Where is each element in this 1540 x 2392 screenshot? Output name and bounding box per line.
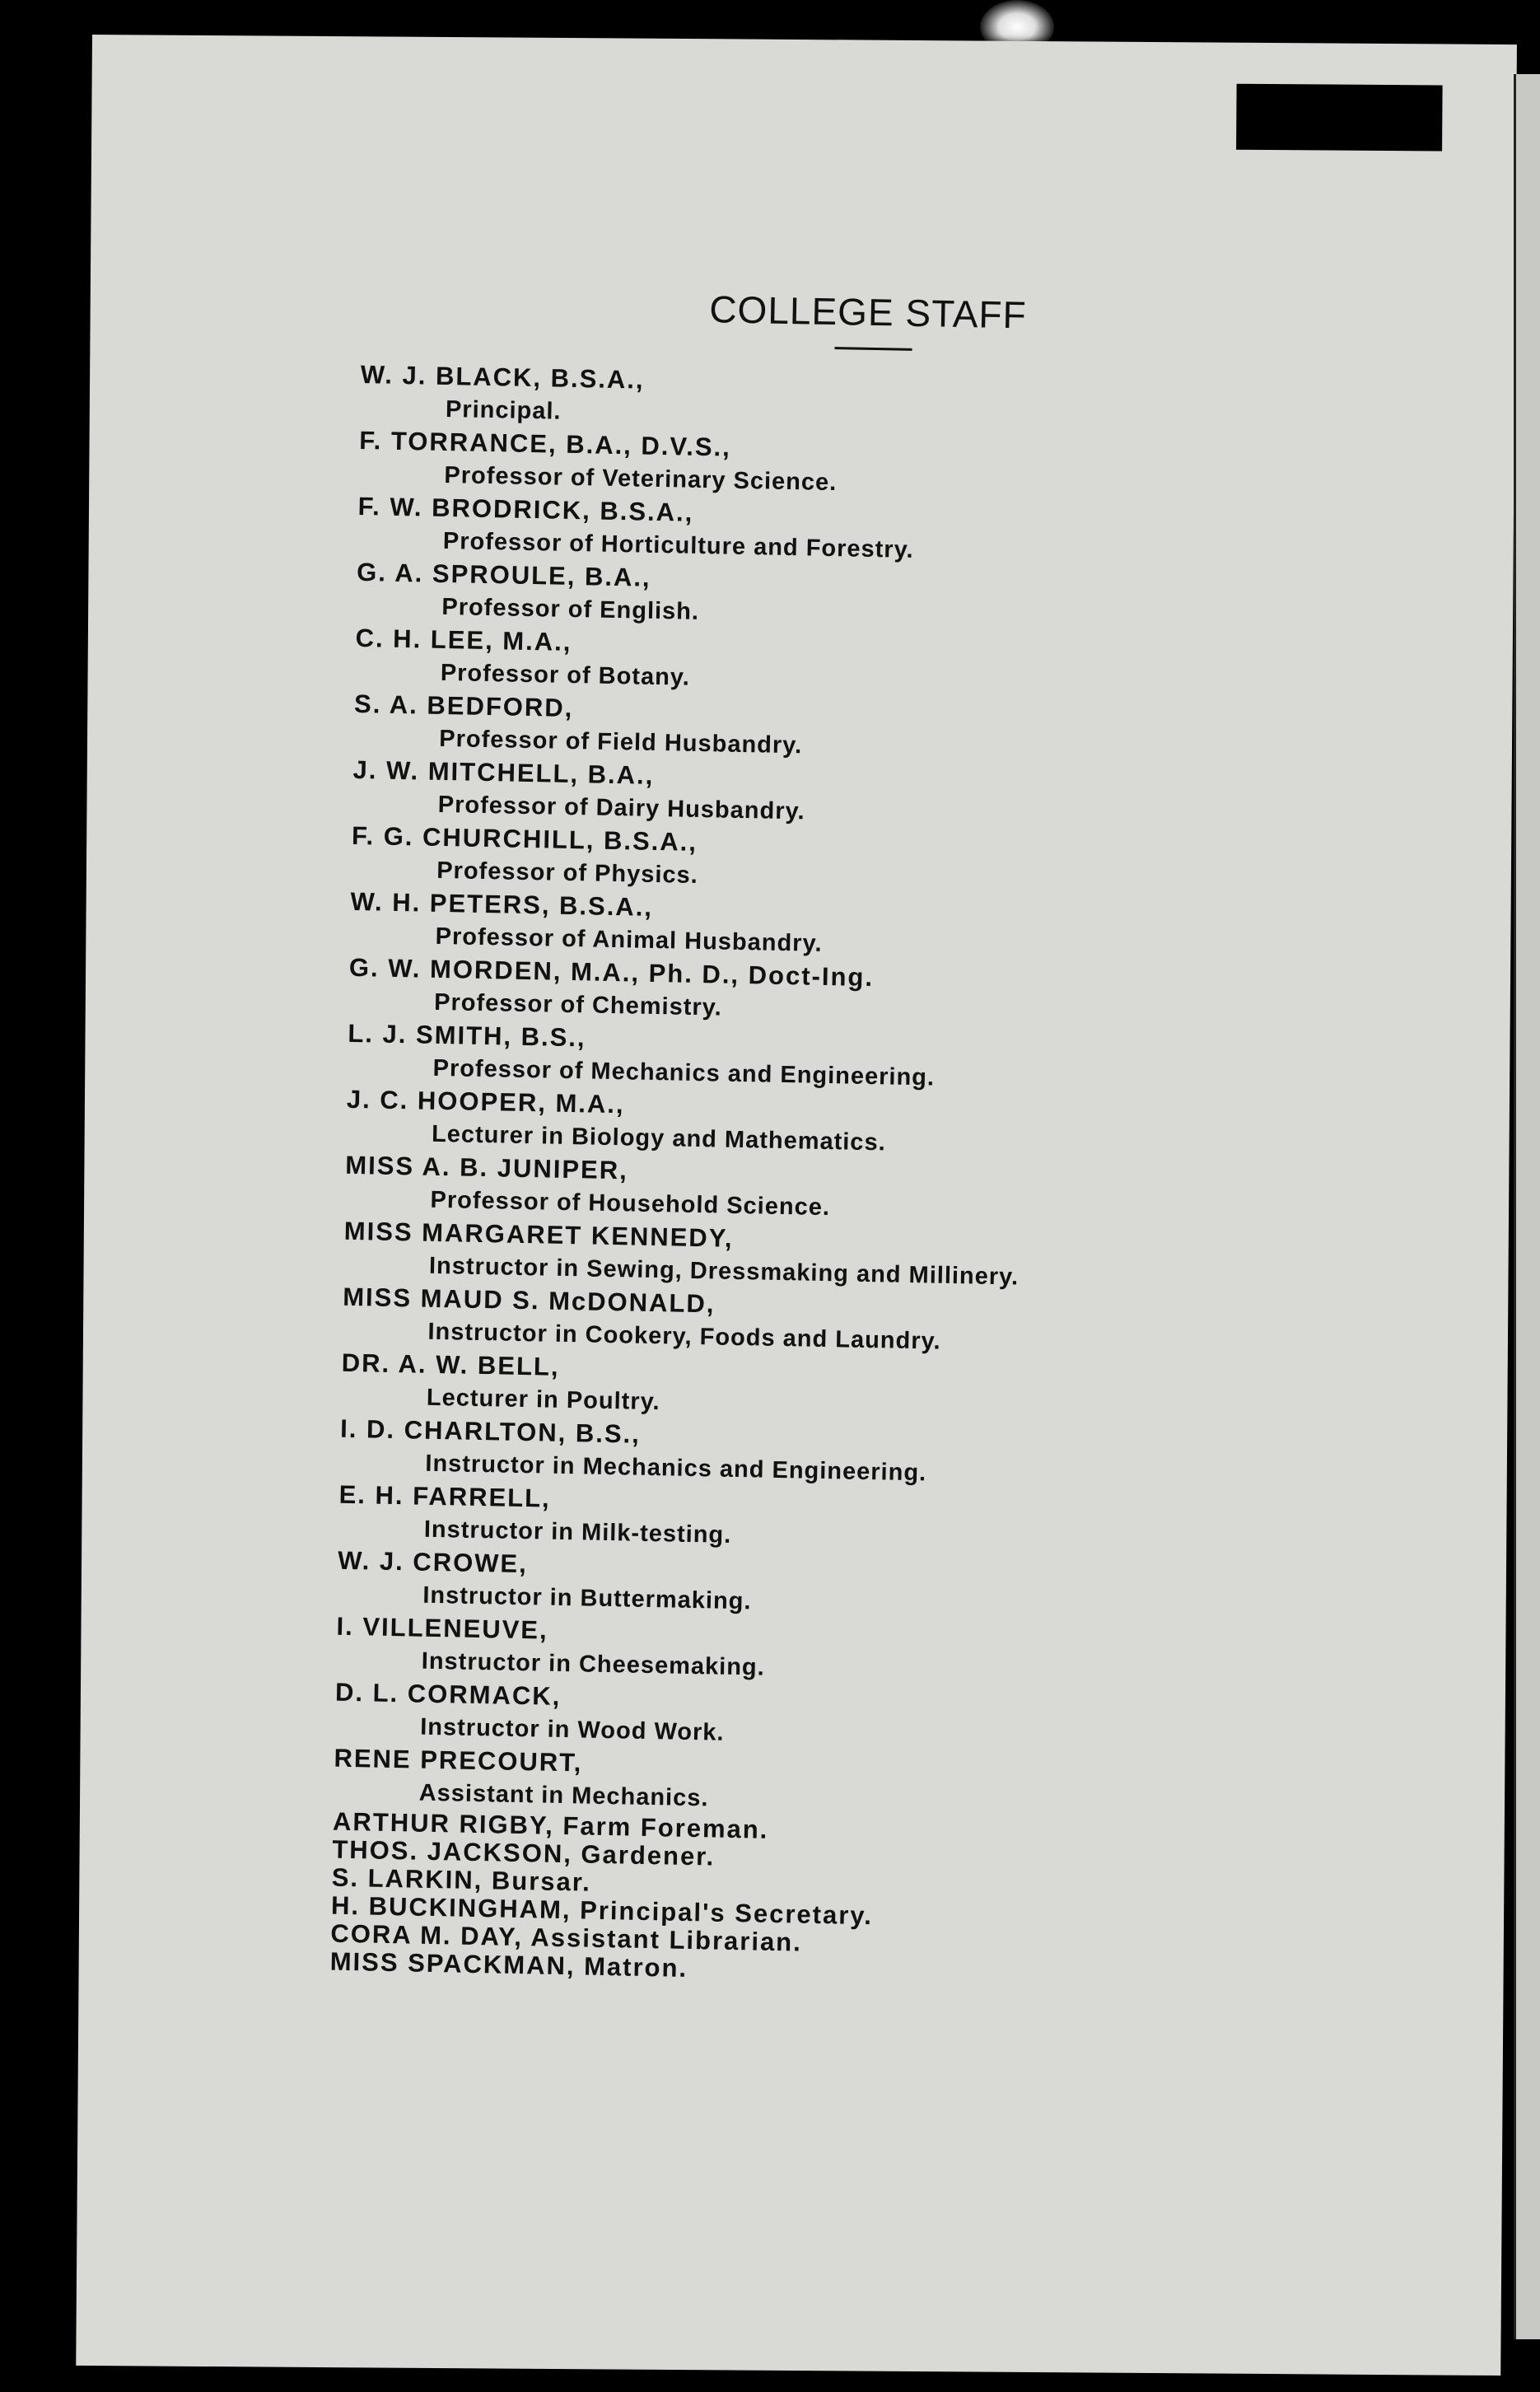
other-staff-line: THOS. JACKSON, Gardener.: [332, 1834, 716, 1871]
staff-name: E. H. FARRELL,: [338, 1479, 552, 1513]
other-staff-line: S. LARKIN, Bursar.: [331, 1862, 592, 1897]
staff-name: G. W. MORDEN, M.A., Ph. D., Doct-Ing.: [348, 952, 875, 993]
staff-name: W. J. BLACK, B.S.A.,: [360, 359, 645, 395]
staff-listing: [329, 280, 1251, 1993]
staff-role: Instructor in Buttermaking.: [422, 1581, 752, 1615]
staff-name: MISS MARGARET KENNEDY,: [343, 1216, 734, 1253]
staff-name: I. VILLENEUVE,: [336, 1611, 549, 1645]
staff-name: S. A. BEDFORD,: [353, 689, 574, 723]
staff-name: DR. A. W. BELL,: [341, 1348, 560, 1381]
other-staff-line: MISS SPACKMAN, Matron.: [329, 1946, 688, 1983]
other-staff-list: [329, 1808, 1222, 1993]
staff-name: MISS MAUD S. McDONALD,: [342, 1282, 716, 1319]
staff-role: Professor of Botany.: [440, 659, 691, 691]
staff-name: J. C. HOOPER, M.A.,: [346, 1084, 625, 1119]
staff-name: W. J. CROWE,: [337, 1545, 529, 1579]
staff-name: G. A. SPROULE, B.A.,: [356, 557, 651, 592]
staff-role: Professor of Physics.: [436, 857, 699, 889]
staff-role: Professor of Horticulture and Forestry.: [442, 527, 914, 563]
staff-role: Professor of Field Husbandry.: [439, 725, 803, 759]
staff-role: Instructor in Cheesemaking.: [421, 1647, 766, 1681]
page-title: COLLEGE STAFF: [708, 287, 1028, 337]
staff-role: Lecturer in Poultry.: [426, 1384, 660, 1416]
staff-name: L. J. SMITH, B.S.,: [348, 1018, 586, 1053]
other-staff-line: ARTHUR RIGBY, Farm Foreman.: [332, 1806, 769, 1844]
staff-role: Professor of Chemistry.: [433, 988, 723, 1021]
adjacent-page-edge: [1514, 74, 1540, 2339]
staff-role: Lecturer in Biology and Mathematics.: [431, 1120, 886, 1156]
staff-role: Instructor in Milk-testing.: [423, 1516, 732, 1549]
staff-role: Assistant in Mechanics.: [418, 1779, 709, 1812]
page-tab: [1236, 84, 1443, 152]
staff-role: Professor of Mechanics and Engineering.: [432, 1054, 936, 1091]
other-staff-line: H. BUCKINGHAM, Principal's Secretary.: [330, 1890, 874, 1931]
staff-name: W. H. PETERS, B.S.A.,: [350, 886, 654, 922]
staff-name: I. D. CHARLTON, B.S.,: [339, 1413, 642, 1449]
staff-role: Instructor in Cookery, Foods and Laundry.: [427, 1318, 941, 1355]
staff-role: Instructor in Mechanics and Engineering.: [425, 1450, 927, 1487]
staff-name: C. H. LEE, M.A.,: [355, 623, 572, 656]
staff-role: Instructor in Sewing, Dressmaking and Millinery.: [428, 1252, 1020, 1291]
staff-role: Principal.: [445, 395, 562, 425]
staff-name: D. L. CORMACK,: [334, 1677, 562, 1711]
staff-role: Professor of English.: [441, 593, 700, 625]
staff-role: Professor of Veterinary Science.: [444, 461, 838, 497]
staff-role: Professor of Household Science.: [430, 1186, 831, 1222]
staff-name: MISS A. B. JUNIPER,: [345, 1150, 629, 1185]
staff-role: Professor of Animal Husbandry.: [435, 923, 823, 957]
title-rule: [834, 347, 912, 351]
staff-list: [333, 358, 1250, 1824]
staff-name: J. W. MITCHELL, B.A.,: [352, 755, 655, 790]
staff-name: F. G. CHURCHILL, B.S.A.,: [351, 820, 698, 857]
staff-role: Professor of Dairy Husbandry.: [437, 791, 805, 825]
staff-name: F. TORRANCE, B.A., D.V.S.,: [358, 425, 732, 462]
staff-name: RENE PRECOURT,: [334, 1743, 583, 1778]
staff-role: Instructor in Wood Work.: [419, 1713, 725, 1746]
staff-name: F. W. BRODRICK, B.S.A.,: [357, 491, 694, 527]
other-staff-line: CORA M. DAY, Assistant Librarian.: [330, 1918, 803, 1957]
